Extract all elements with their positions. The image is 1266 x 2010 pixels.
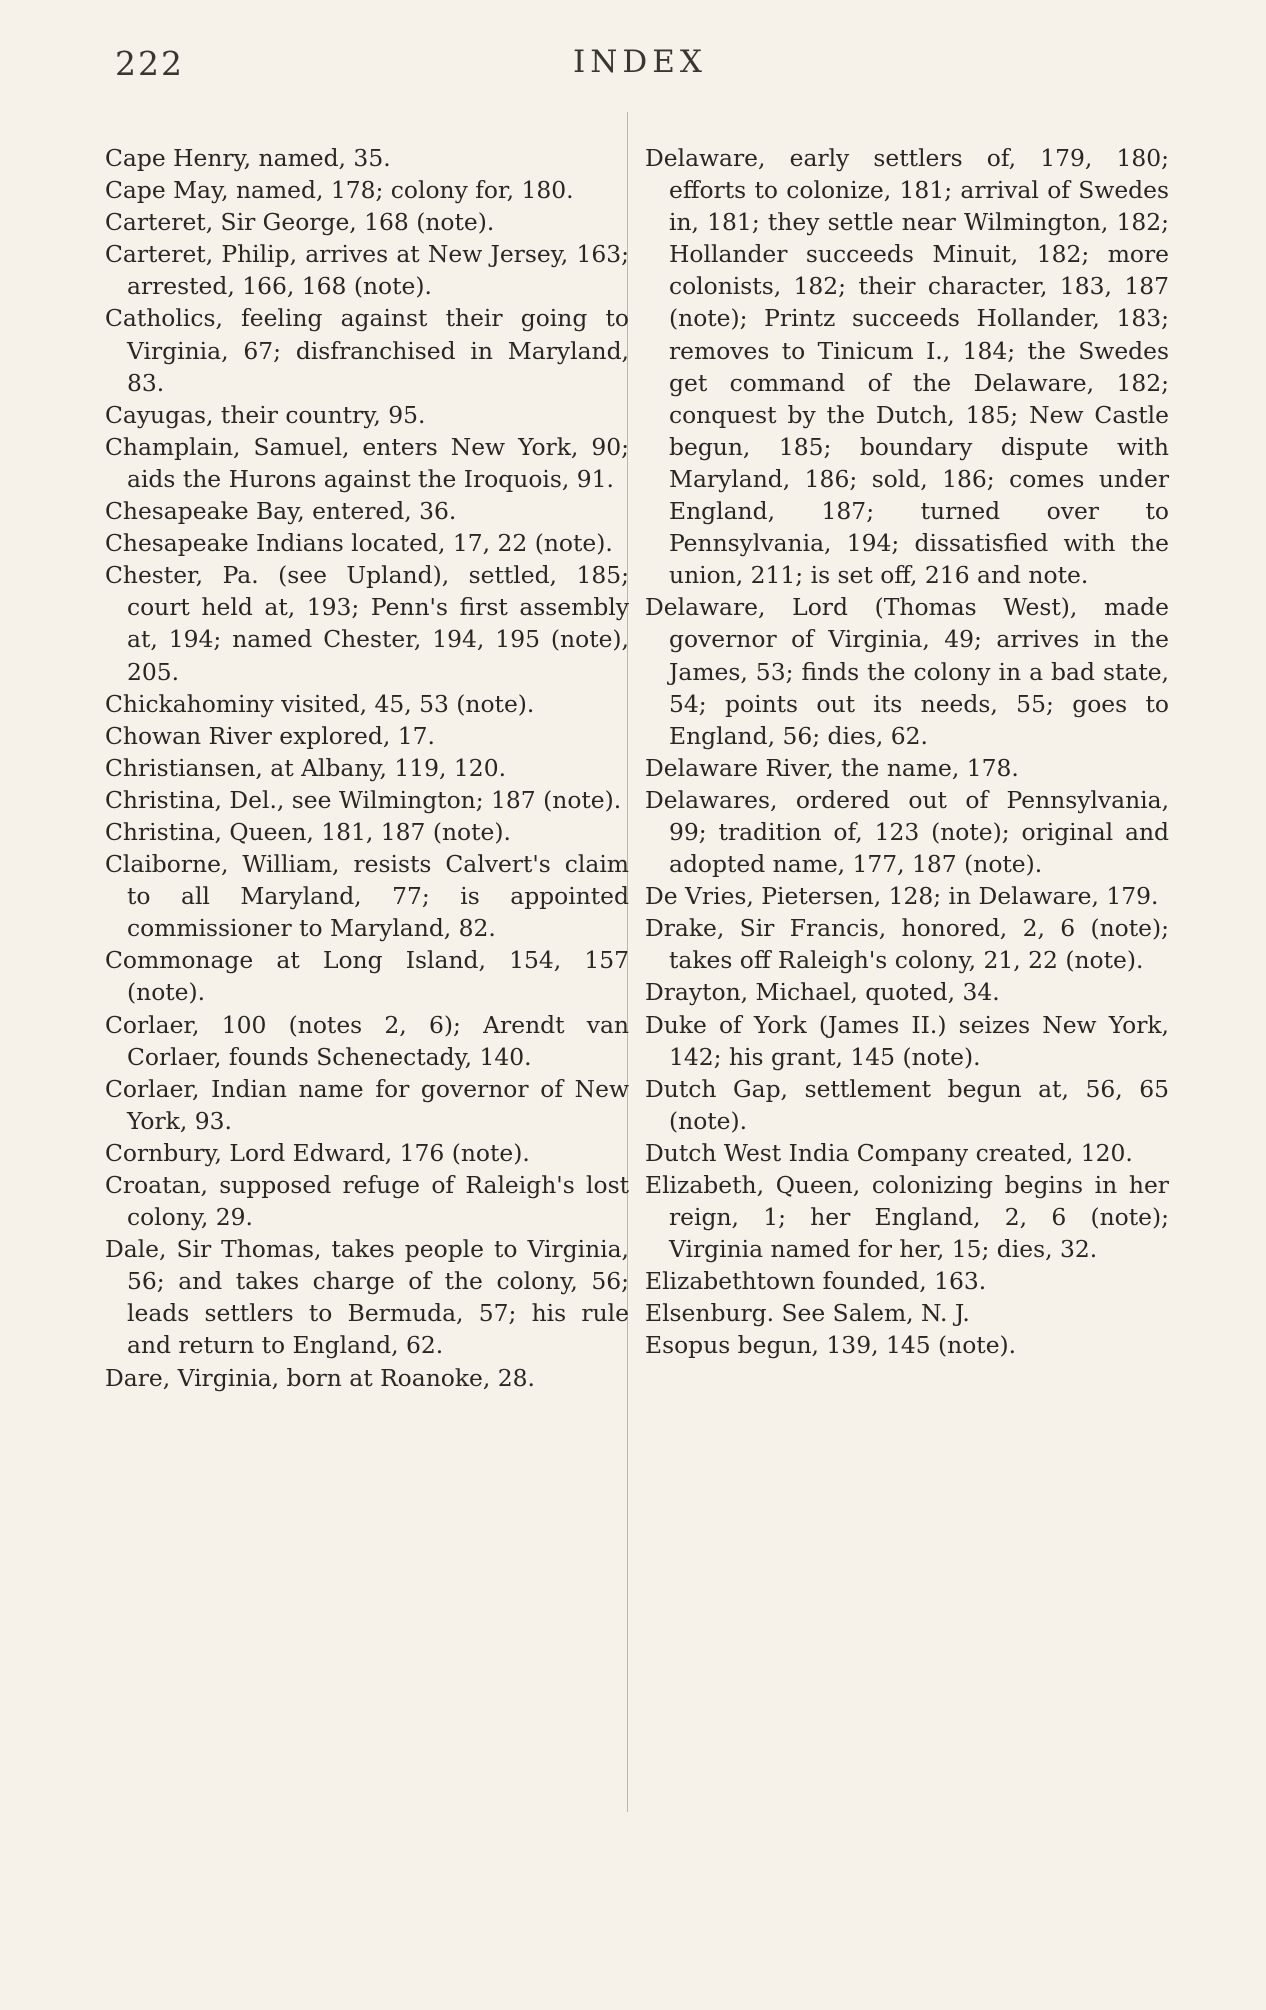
index-entry: Corlaer, Indian name for governor of New York, 93. [105,1074,629,1135]
index-entry: Dare, Virginia, born at Roanoke, 28. [105,1363,535,1392]
index-entry: Chesapeake Indians located, 17, 22 (note). [105,529,613,558]
index-entry: Duke of York (James II.) seizes New York, 142; his grant, 145 (note). [645,1010,1169,1071]
index-entry: Dutch West India Company created, 120. [645,1138,1133,1167]
index-entry: Esopus begun, 139, 145 (note). [645,1331,1017,1360]
index-entry: Elsenburg. See Salem, N. J. [645,1299,970,1328]
index-entry: Chester, Pa. (see Upland), settled, 185; court held at, 193; Penn's first assembly at, 194; named Chester, 194, 195 (note), 205. [105,561,629,686]
index-entry: Claiborne, William, resists Calvert's claim to all Maryland, 77; is appointed commissioner to Maryland, 82. [105,850,629,943]
index-entry: Dale, Sir Thomas, takes people to Virginia, 56; and takes charge of the colony, 56; leads settlers to Bermuda, 57; his rule and return to England, 62. [105,1235,629,1360]
running-title: INDEX [573,44,707,80]
index-entry: Cayugas, their country, 95. [105,400,426,429]
page-header [0,44,1266,92]
index-entry: Champlain, Samuel, enters New York, 90; aids the Hurons against the Iroquois, 91. [105,432,629,493]
index-entry: Cape May, named, 178; colony for, 180. [105,176,574,205]
index-entry: De Vries, Pietersen, 128; in Delaware, 179. [645,882,1159,911]
left-column [105,142,629,1394]
index-entry: Elizabeth, Queen, colonizing begins in her reign, 1; her England, 2, 6 (note); Virginia named for her, 15; dies, 32. [645,1171,1169,1264]
index-entry: Carteret, Sir George, 168 (note). [105,208,495,237]
index-entry: Delawares, ordered out of Pennsylvania, 99; tradition of, 123 (note); original and adopted name, 177, 187 (note). [645,785,1169,879]
index-entry: Croatan, supposed refuge of Raleigh's lost colony, 29. [105,1171,629,1232]
index-entry: Delaware, early settlers of, 179, 180; efforts to colonize, 181; arrival of Swedes in, 181; they settle near Wilmington, 182; Hollander succeeds Minuit, 182; more colonists, 182; their character, 183, 187 (note); Printz succeeds Hollander, 183; removes to Tinicum I., 184; the Swedes get command of the Delaware, 182; conquest by the Dutch, 185; New Castle begun, 185; boundary dispute with Maryland, 186; sold, 186; comes under England, 187; turned over to Pennsylvania, 194; dissatisfied with the union, 211; is set off, 216 and note. [645,144,1169,590]
index-entry: Chickahominy visited, 45, 53 (note). [105,689,535,718]
index-entry: Drake, Sir Francis, honored, 2, 6 (note); takes off Raleigh's colony, 21, 22 (note). [645,914,1169,975]
index-entry: Delaware, Lord (Thomas West), made governor of Virginia, 49; arrives in the James, 53; finds the colony in a bad state, 54; points out its needs, 55; goes to England, 56; dies, 62. [645,593,1169,750]
index-entry: Corlaer, 100 (notes 2, 6); Arendt van Corlaer, founds Schenectady, 140. [105,1010,629,1071]
index-entry: Christiansen, at Albany, 119, 120. [105,753,507,782]
index-entry: Chesapeake Bay, entered, 36. [105,497,457,526]
index-entry: Christina, Queen, 181, 187 (note). [105,817,511,846]
index-entry: Christina, Del., see Wilmington; 187 (note). [105,785,622,814]
index-entry: Cape Henry, named, 35. [105,144,391,172]
index-entry: Chowan River explored, 17. [105,721,435,750]
index-entry: Elizabethtown founded, 163. [645,1267,987,1296]
page-number: 222 [115,44,184,83]
index-entry: Commonage at Long Island, 154, 157 (note). [105,946,629,1007]
index-entry: Carteret, Philip, arrives at New Jersey, 163; arrested, 166, 168 (note). [105,240,629,301]
index-entry: Catholics, feeling against their going to Virginia, 67; disfranchised in Maryland, 83. [105,304,629,397]
right-column [645,142,1169,1362]
index-entry: Dutch Gap, settlement begun at, 56, 65 (note). [645,1074,1169,1135]
index-entry: Delaware River, the name, 178. [645,753,1019,782]
index-entry: Drayton, Michael, quoted, 34. [645,978,1000,1007]
index-entry: Cornbury, Lord Edward, 176 (note). [105,1138,530,1167]
